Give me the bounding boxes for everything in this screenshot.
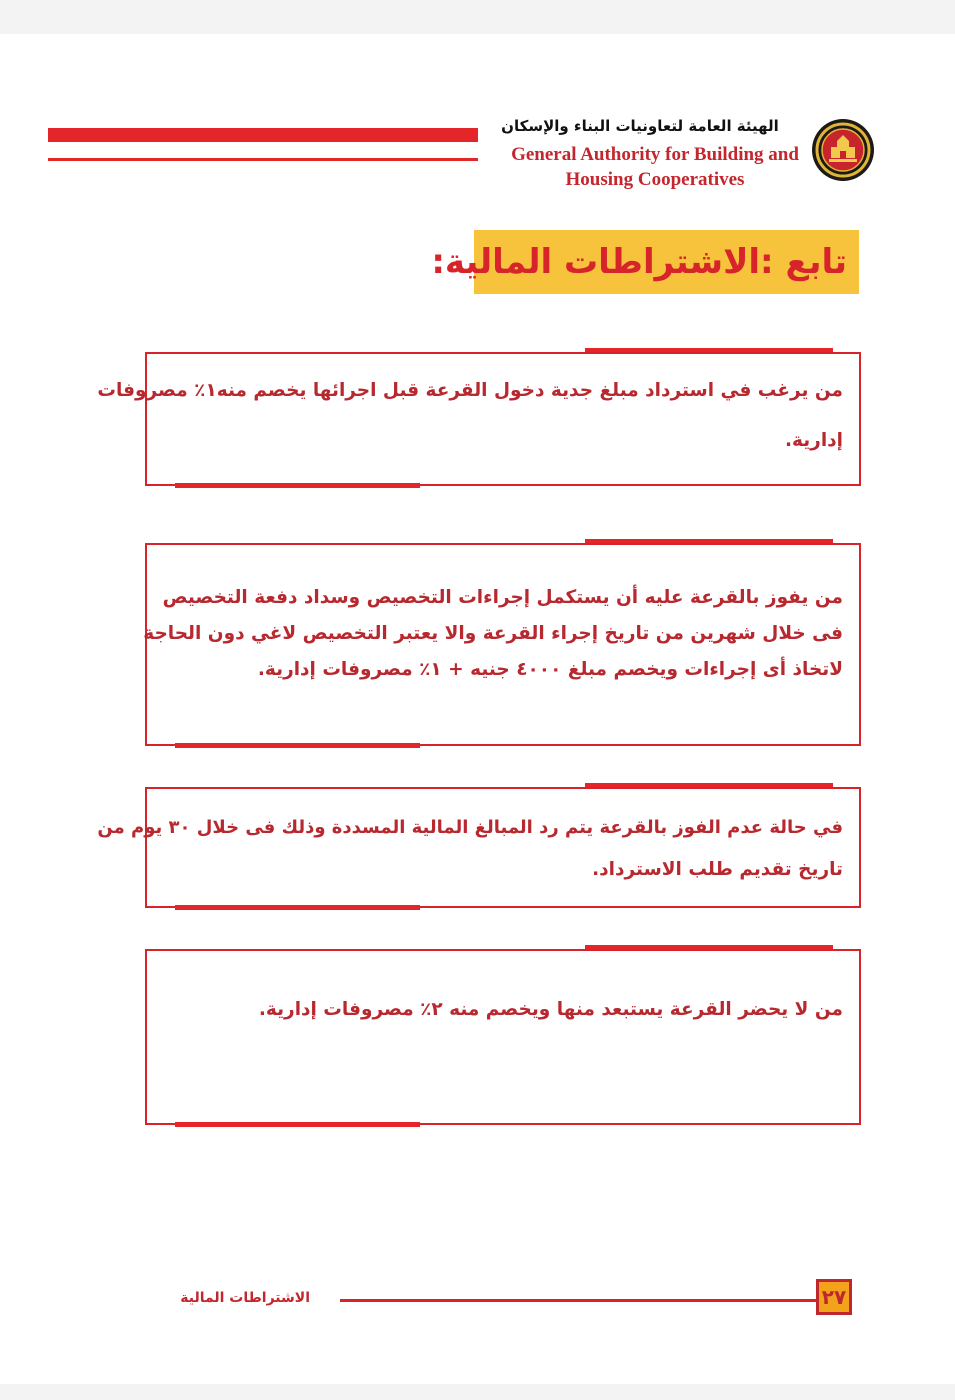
page-bottom-edge	[0, 1384, 955, 1400]
card-3-line-2: تاريخ تقديم طلب الاسترداد.	[592, 859, 843, 880]
page-top-edge	[0, 0, 955, 34]
card-4-line-1: من لا يحضر القرعة يستبعد منها ويخصم منه ٢٪ مصروفات إدارية.	[258, 999, 843, 1020]
card-1-line-2: إدارية.	[784, 430, 843, 451]
section-title: تابع :الاشتراطات المالية:	[474, 230, 859, 294]
condition-card-1	[97, 352, 861, 486]
condition-card-2	[145, 543, 861, 746]
org-name-english-line1: General Authority for Building and	[511, 144, 799, 165]
card-3-line-1: في حالة عدم الفوز بالقرعة يتم رد المبالغ المالية المسددة وذلك فى خلال ٣٠ يوم من	[97, 817, 843, 838]
condition-card-4	[145, 949, 861, 1125]
header-rule-thin	[48, 158, 478, 161]
authority-seal-icon	[810, 114, 876, 186]
card-1-bottom-accent	[175, 483, 420, 488]
card-2-line-3: لاتخاذ أى إجراءات ويخصم مبلغ ٤٠٠٠ جنيه + ١٪ مصروفات إدارية.	[257, 659, 843, 680]
org-name-arabic: الهيئة العامة لتعاونيات البناء والإسكان	[501, 117, 779, 135]
card-2-line-1: من يفوز بالقرعة عليه أن يستكمل إجراءات التخصيص وسداد دفعة التخصيص	[162, 587, 843, 608]
org-name-english-line2: Housing Cooperatives	[565, 169, 745, 190]
footer-rule	[340, 1299, 816, 1302]
card-4-bottom-accent	[175, 1122, 420, 1127]
card-1-line-1: من يرغب في استرداد مبلغ جدية دخول القرعة قبل اجرائها يخصم منه١٪ مصروفات	[97, 380, 843, 401]
header-rule-thick	[48, 128, 478, 142]
card-2-line-2: فى خلال شهرين من تاريخ إجراء القرعة والا يعتبر التخصيص لاغي دون الحاجة	[143, 623, 843, 644]
card-2-bottom-accent	[175, 743, 420, 748]
footer-section-label: الاشتراطات المالية	[180, 1290, 310, 1306]
org-name-english	[490, 142, 820, 192]
page-number-badge: ٢٧	[816, 1279, 852, 1315]
card-3-bottom-accent	[175, 905, 420, 910]
condition-card-3	[97, 787, 861, 908]
